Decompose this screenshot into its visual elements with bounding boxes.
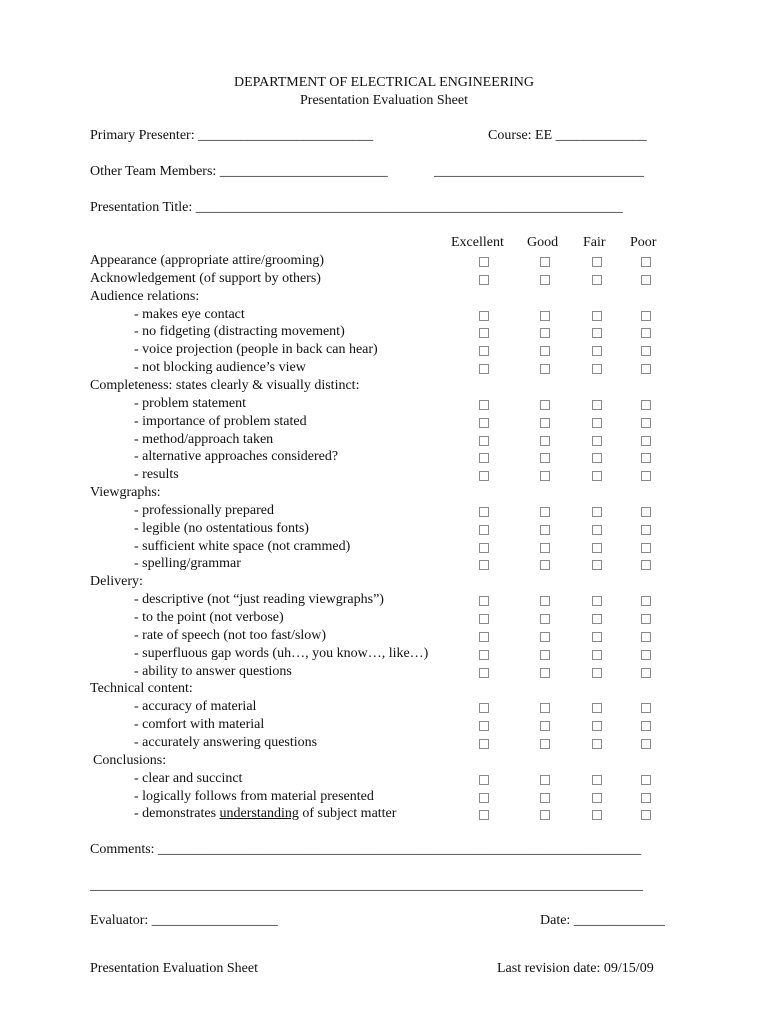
checkbox-poor[interactable] — [641, 543, 651, 553]
underlined-word: understanding — [219, 806, 299, 821]
checkbox-excellent[interactable] — [479, 543, 489, 553]
checkbox-excellent[interactable] — [479, 721, 489, 731]
checkbox-fair[interactable] — [592, 328, 602, 338]
checkbox-fair[interactable] — [592, 721, 602, 731]
criterion-label: - not blocking audience’s view — [134, 360, 306, 375]
checkbox-excellent[interactable] — [479, 507, 489, 517]
checkbox-good[interactable] — [540, 311, 550, 321]
checkbox-excellent[interactable] — [479, 364, 489, 374]
category-label: Completeness: states clearly & visually distinct: — [90, 378, 360, 393]
checkbox-good[interactable] — [540, 793, 550, 803]
criterion-label: - no fidgeting (distracting movement) — [134, 324, 345, 339]
checkbox-fair[interactable] — [592, 650, 602, 660]
checkbox-excellent[interactable] — [479, 418, 489, 428]
checkbox-fair[interactable] — [592, 560, 602, 570]
criterion-label: - legible (no ostentatious fonts) — [134, 521, 309, 536]
checkbox-good[interactable] — [540, 346, 550, 356]
other-team-members-field-2[interactable]: ______________________________ — [434, 164, 644, 179]
checkbox-good[interactable] — [540, 775, 550, 785]
criterion-label: - problem statement — [134, 396, 246, 411]
checkbox-excellent[interactable] — [479, 614, 489, 624]
checkbox-fair[interactable] — [592, 543, 602, 553]
checkbox-excellent[interactable] — [479, 257, 489, 267]
checkbox-fair[interactable] — [592, 418, 602, 428]
checkbox-fair[interactable] — [592, 703, 602, 713]
criterion-label: - rate of speech (not too fast/slow) — [134, 628, 327, 643]
checkbox-poor[interactable] — [641, 328, 651, 338]
criterion-text: of subject matter — [298, 806, 397, 821]
checkbox-good[interactable] — [540, 810, 550, 820]
criterion-text: - demonstrates — [134, 806, 220, 821]
checkbox-excellent[interactable] — [479, 793, 489, 803]
checkbox-good[interactable] — [540, 543, 550, 553]
footer-title: Presentation Evaluation Sheet — [90, 961, 258, 976]
criterion-label: - importance of problem stated — [134, 414, 307, 429]
checkbox-poor[interactable] — [641, 364, 651, 374]
checkbox-fair[interactable] — [592, 810, 602, 820]
criterion-label — [134, 807, 396, 821]
primary-presenter-field[interactable]: Primary Presenter: _________________________ — [90, 128, 374, 143]
checkbox-excellent[interactable] — [479, 560, 489, 570]
checkbox-poor[interactable] — [641, 632, 651, 642]
criterion-label: Acknowledgement (of support by others) — [90, 271, 321, 286]
criterion-label: - sufficient white space (not crammed) — [134, 539, 351, 554]
criterion-label: - ability to answer questions — [134, 664, 292, 679]
column-fair: Fair — [583, 235, 606, 250]
column-good: Good — [527, 235, 559, 250]
checkbox-excellent[interactable] — [479, 703, 489, 713]
checkbox-poor[interactable] — [641, 668, 651, 678]
criterion-label: - results — [134, 467, 179, 482]
checkbox-excellent[interactable] — [479, 650, 489, 660]
checkbox-good[interactable] — [540, 650, 550, 660]
checkbox-good[interactable] — [540, 275, 550, 285]
checkbox-poor[interactable] — [641, 810, 651, 820]
checkbox-good[interactable] — [540, 364, 550, 374]
checkbox-good[interactable] — [540, 507, 550, 517]
checkbox-good[interactable] — [540, 525, 550, 535]
criterion-label: - voice projection (people in back can hear) — [134, 342, 378, 357]
comments-field-line2[interactable]: _______________________________________________________________________________ — [90, 878, 643, 893]
checkbox-good[interactable] — [540, 400, 550, 410]
checkbox-good[interactable] — [540, 257, 550, 267]
checkbox-excellent[interactable] — [479, 471, 489, 481]
checkbox-poor[interactable] — [641, 400, 651, 410]
checkbox-fair[interactable] — [592, 614, 602, 624]
category-label: Audience relations: — [90, 289, 200, 304]
criterion-label: - descriptive (not “just reading viewgraphs”) — [134, 592, 384, 607]
checkbox-excellent[interactable] — [479, 810, 489, 820]
checkbox-excellent[interactable] — [479, 668, 489, 678]
checkbox-poor[interactable] — [641, 453, 651, 463]
checkbox-poor[interactable] — [641, 793, 651, 803]
criterion-label: - accurately answering questions — [134, 735, 318, 750]
course-field[interactable]: Course: EE _____________ — [488, 128, 647, 143]
checkbox-excellent[interactable] — [479, 739, 489, 749]
checkbox-good[interactable] — [540, 721, 550, 731]
checkbox-good[interactable] — [540, 436, 550, 446]
checkbox-poor[interactable] — [641, 560, 651, 570]
checkbox-excellent[interactable] — [479, 346, 489, 356]
checkbox-good[interactable] — [540, 596, 550, 606]
category-label: Delivery: — [90, 574, 143, 589]
presentation-title-field[interactable]: Presentation Title: _____________________________________________________________ — [90, 200, 623, 215]
checkbox-poor[interactable] — [641, 436, 651, 446]
category-label: Viewgraphs: — [90, 485, 161, 500]
checkbox-fair[interactable] — [592, 471, 602, 481]
checkbox-good[interactable] — [540, 703, 550, 713]
checkbox-poor[interactable] — [641, 703, 651, 713]
checkbox-fair[interactable] — [592, 507, 602, 517]
checkbox-good[interactable] — [540, 560, 550, 570]
checkbox-excellent[interactable] — [479, 453, 489, 463]
checkbox-fair[interactable] — [592, 400, 602, 410]
checkbox-poor[interactable] — [641, 525, 651, 535]
checkbox-fair[interactable] — [592, 596, 602, 606]
checkbox-fair[interactable] — [592, 632, 602, 642]
checkbox-excellent[interactable] — [479, 775, 489, 785]
checkbox-poor[interactable] — [641, 275, 651, 285]
checkbox-good[interactable] — [540, 453, 550, 463]
checkbox-fair[interactable] — [592, 739, 602, 749]
checkbox-fair[interactable] — [592, 525, 602, 535]
criterion-label: - professionally prepared — [134, 503, 274, 518]
checkbox-poor[interactable] — [641, 418, 651, 428]
checkbox-good[interactable] — [540, 328, 550, 338]
checkbox-poor[interactable] — [641, 721, 651, 731]
checkbox-excellent[interactable] — [479, 525, 489, 535]
checkbox-excellent[interactable] — [479, 632, 489, 642]
checkbox-excellent[interactable] — [479, 311, 489, 321]
checkbox-good[interactable] — [540, 739, 550, 749]
checkbox-poor[interactable] — [641, 650, 651, 660]
department-title: DEPARTMENT OF ELECTRICAL ENGINEERING — [233, 75, 535, 90]
checkbox-fair[interactable] — [592, 346, 602, 356]
checkbox-poor[interactable] — [641, 614, 651, 624]
checkbox-fair[interactable] — [592, 275, 602, 285]
criterion-label: - spelling/grammar — [134, 556, 241, 571]
checkbox-fair[interactable] — [592, 668, 602, 678]
checkbox-fair[interactable] — [592, 775, 602, 785]
column-poor: Poor — [630, 235, 657, 250]
evaluator-field[interactable]: Evaluator: __________________ — [90, 913, 278, 928]
checkbox-poor[interactable] — [641, 596, 651, 606]
checkbox-good[interactable] — [540, 614, 550, 624]
footer-revision-date: Last revision date: 09/15/09 — [497, 961, 654, 976]
checkbox-poor[interactable] — [641, 257, 651, 267]
checkbox-poor[interactable] — [641, 739, 651, 749]
criterion-label: - method/approach taken — [134, 432, 274, 447]
checkbox-fair[interactable] — [592, 436, 602, 446]
checkbox-good[interactable] — [540, 632, 550, 642]
checkbox-excellent[interactable] — [479, 400, 489, 410]
checkbox-poor[interactable] — [641, 775, 651, 785]
checkbox-good[interactable] — [540, 471, 550, 481]
checkbox-excellent[interactable] — [479, 275, 489, 285]
criterion-label: - to the point (not verbose) — [134, 610, 284, 625]
checkbox-fair[interactable] — [592, 793, 602, 803]
criterion-label: - logically follows from material presented — [134, 789, 374, 804]
checkbox-good[interactable] — [540, 668, 550, 678]
criterion-label: - comfort with material — [134, 717, 265, 732]
category-label: Conclusions: — [93, 753, 167, 768]
sheet-subtitle: Presentation Evaluation Sheet — [300, 93, 468, 108]
checkbox-fair[interactable] — [592, 257, 602, 267]
checkbox-poor[interactable] — [641, 346, 651, 356]
criterion-label: Appearance (appropriate attire/grooming) — [90, 253, 325, 268]
criterion-label: - clear and succinct — [134, 771, 243, 786]
checkbox-excellent[interactable] — [479, 596, 489, 606]
criterion-label: - makes eye contact — [134, 307, 245, 322]
criterion-label: - accuracy of material — [134, 699, 257, 714]
checkbox-poor[interactable] — [641, 311, 651, 321]
checkbox-poor[interactable] — [641, 507, 651, 517]
checkbox-good[interactable] — [540, 418, 550, 428]
category-label: Technical content: — [90, 681, 193, 696]
checkbox-poor[interactable] — [641, 471, 651, 481]
checkbox-excellent[interactable] — [479, 328, 489, 338]
other-team-members-field[interactable]: Other Team Members: ________________________ — [90, 164, 388, 179]
date-field[interactable]: Date: _____________ — [540, 913, 665, 928]
criterion-label: - superfluous gap words (uh…, you know…, like…) — [134, 646, 429, 661]
comments-field[interactable]: Comments: _____________________________________________________________________ — [90, 842, 642, 857]
column-excellent: Excellent — [451, 235, 504, 250]
checkbox-fair[interactable] — [592, 364, 602, 374]
criterion-label: - alternative approaches considered? — [134, 449, 339, 464]
checkbox-excellent[interactable] — [479, 436, 489, 446]
checkbox-fair[interactable] — [592, 453, 602, 463]
checkbox-fair[interactable] — [592, 311, 602, 321]
